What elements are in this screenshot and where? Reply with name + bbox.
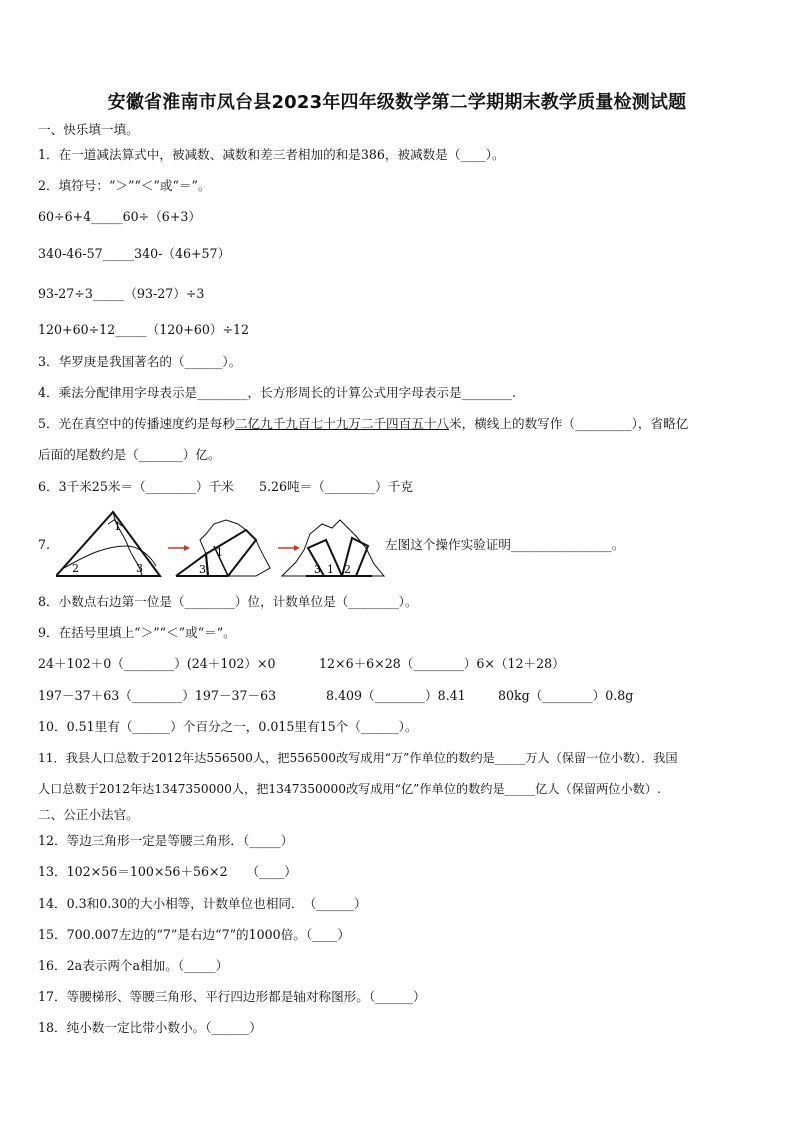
angle-label: 1	[216, 546, 223, 559]
angle-label: 1	[327, 563, 334, 576]
question-15: 15．700.007左边的“7”是右边“7”的1000倍。（____）	[38, 927, 350, 942]
section-heading-judge: 二、公正小法官。	[38, 807, 139, 822]
angle-label: 2	[344, 563, 351, 576]
question-9: 9．在括号里填上“＞”“＜”或“＝”。	[38, 625, 236, 640]
angle-label: 2	[72, 562, 79, 575]
question-2-item-a: 60÷6+4_____60÷（6+3）	[38, 209, 201, 224]
question-14: 14．0.3和0.30的大小相等，计数单位也相同． （______）	[38, 896, 367, 911]
question-7-text: 左图这个操作实验证明________________。	[385, 537, 625, 552]
question-5-underlined-number: 二亿九千九百七十九万二千四百五十八	[234, 416, 450, 431]
question-5-suffix: 米，横线上的数写作（_________），省略亿	[449, 416, 689, 431]
triangle-fold-step-1	[176, 520, 270, 576]
page-title: 安徽省淮南市凤台县2023年四年级数学第二学期期末教学质量检测试题	[107, 92, 687, 113]
question-9-item: 24＋102＋0（________）(24＋102）×0	[38, 656, 276, 671]
question-5	[38, 416, 688, 432]
question-8: 8．小数点右边第一位是（________）位，计数单位是（________）。	[38, 594, 418, 609]
section-heading-fill: 一、快乐填一填。	[38, 122, 139, 137]
triangle-original	[56, 512, 160, 576]
question-12: 12．等边三角形一定是等腰三角形．（_____）	[38, 833, 294, 848]
angle-label: 1	[114, 520, 121, 533]
triangle-folding-figure	[56, 510, 386, 580]
question-5-continued: 后面的尾数约是（_______）亿。	[38, 447, 221, 462]
question-2-item-c: 93-27÷3_____（93-27）÷3	[38, 286, 205, 301]
question-9-item: 80kg（________）0.8g	[498, 688, 634, 703]
question-9-item: 197－37＋63（________）197－37－63	[38, 688, 277, 703]
arrow-right-icon	[278, 545, 300, 551]
question-11: 11．我县人口总数于2012年达556500人，把556500改写成用“万”作单位的数约是_____万人（保留一位小数）．我国	[38, 751, 678, 765]
question-7-number: 7.	[38, 537, 51, 552]
question-17: 17．等腰梯形、等腰三角形、平行四边形都是轴对称图形。（______）	[38, 989, 426, 1004]
question-13: 13．102×56＝100×56＋56×2 （____）	[38, 864, 297, 879]
question-16: 16．2a表示两个a相加。（_____）	[38, 958, 229, 973]
angle-label: 3	[136, 562, 143, 575]
question-2-item-b: 340-46-57_____340-（46+57）	[38, 246, 231, 261]
angle-label: 3	[314, 563, 321, 576]
question-10: 10．0.51里有（______）个百分之一，0.015里有15个（______）。	[38, 719, 418, 734]
question-2: 2．填符号：“＞”“＜”或“＝”。	[38, 178, 211, 193]
question-6: 6．3千米25米＝（________）千米 5.26吨＝（________）千克	[38, 479, 413, 494]
question-5-prefix: 5．光在真空中的传播速度约是每秒	[38, 416, 235, 431]
question-2-item-d: 120+60÷12_____（120+60）÷12	[38, 322, 250, 337]
arrow-right-icon	[168, 545, 190, 551]
question-1: 1．在一道减法算式中，被减数、减数和差三者相加的和是386，被减数是（____）。	[38, 147, 505, 162]
question-9-item: 12×6＋6×28（________）6×（12＋28）	[319, 656, 565, 671]
question-11-continued: 人口总数于2012年达1347350000人，把1347350000改写成用“亿”作单位的数约是_____亿人（保留两位小数）.	[38, 782, 661, 796]
question-18: 18．纯小数一定比带小数小。（______）	[38, 1020, 262, 1035]
question-3: 3．华罗庚是我国著名的（______）。	[38, 354, 242, 369]
angle-label: 3	[199, 563, 206, 576]
question-9-item: 8.409（________）8.41	[326, 688, 466, 703]
question-4: 4．乘法分配律用字母表示是________，长方形周长的计算公式用字母表示是________.	[38, 385, 516, 400]
